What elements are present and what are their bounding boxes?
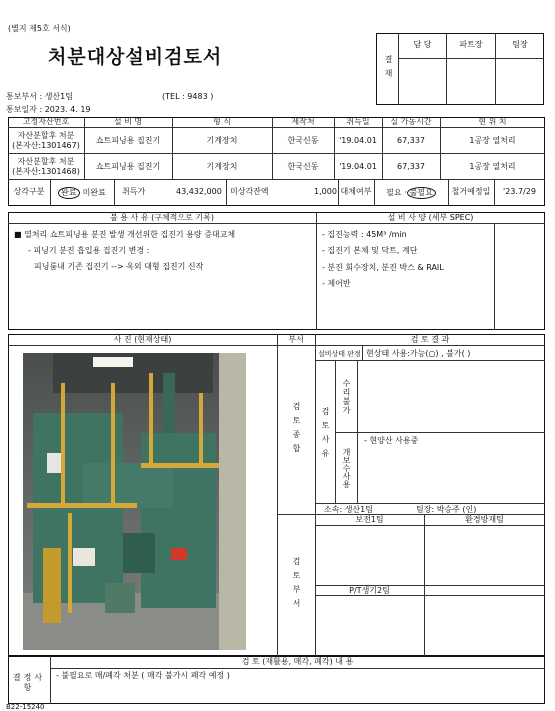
reason-header: 불 용 사 유 (구체적으로 기록)	[110, 213, 214, 222]
replacement-status	[374, 187, 448, 199]
acquisition-cost-label: 취득가	[122, 187, 146, 196]
equipment-photo	[23, 353, 246, 650]
review-result-header: 검 토 결 과	[410, 335, 450, 344]
spec-header: 설 비 사 양 (세부 SPEC)	[387, 213, 474, 222]
removal-date-label: 철거예정일	[451, 187, 491, 196]
asset-row1-name: 쇼트피닝용 집진기	[95, 136, 161, 145]
asset-header-name: 설 비 명	[113, 117, 143, 126]
replacement-label: 대체여부	[340, 187, 372, 196]
asset-header-acquired: 취득일	[346, 117, 370, 126]
depreciation-status	[50, 187, 114, 199]
asset-row2-acquired: '19.04.01	[339, 162, 377, 171]
asset-header-hours: 실 가동시간	[390, 117, 432, 126]
notify-date: 통보일자 : 2023. 4. 19	[6, 105, 91, 114]
asset-row2-type: 기계장치	[206, 162, 238, 171]
reason-line: 피닝룸내 기존 집진기 --> 옥외 대형 집진기 신작	[34, 262, 204, 271]
book-value-label: 미상각잔액	[230, 187, 269, 196]
replacement-selected: 불필요	[407, 187, 436, 199]
approval-col-part: 파트장	[459, 40, 483, 49]
asset-header-location: 현 위 치	[478, 117, 507, 126]
repair-impossible-label: 수리불가	[342, 379, 351, 415]
decision-content: - 불필요로 매/폐각 처분 ( 매각 불가시 폐각 예정 )	[56, 671, 230, 680]
asset-row2-number-note: 자산분할후 처분	[17, 157, 75, 166]
review-affiliation: 소속: 생산1팀	[324, 505, 373, 514]
footer-code: B22-15240	[6, 703, 45, 711]
document-title: 처분대상설비검토서	[48, 46, 223, 68]
decision-label: 결정사항	[12, 673, 46, 692]
book-value: 1,000	[314, 187, 337, 196]
asset-row1-hours: 67,337	[397, 136, 425, 145]
asset-row1-acquired: '19.04.01	[339, 136, 377, 145]
dept-review-environment: 환경방재팀	[465, 515, 504, 524]
asset-row1-number: (본자산:1301467)	[12, 141, 80, 150]
equipment-status-value: 현상태 사용:가능(○) , 불가( )	[366, 349, 471, 358]
spec-line: - 집진기 본체 및 닥트, 계단	[322, 246, 418, 255]
notify-tel: (TEL : 9483 )	[162, 92, 214, 101]
removal-date: '23.7/29	[503, 187, 536, 196]
approval-label: 결재	[384, 55, 393, 83]
review-reason-label: 검토사유	[321, 407, 330, 463]
reuse-value: - 현양산 사용중	[364, 436, 419, 445]
review-summary-label: 검토종합	[292, 402, 301, 458]
asset-header-type: 형 식	[213, 117, 231, 126]
asset-row2-location: 1공장 열처리	[469, 162, 516, 171]
equipment-status-label: 설비상태 판정	[318, 350, 361, 358]
asset-row2-number: (본자산:1301468)	[12, 167, 80, 176]
depreciation-label: 상각구분	[13, 187, 45, 196]
asset-row1-maker: 한국신동	[287, 136, 319, 145]
dept-review-maintenance: 보전1팀	[355, 515, 384, 524]
asset-header-maker: 제작처	[291, 117, 315, 126]
asset-row1-location: 1공장 열처리	[469, 136, 516, 145]
asset-header-number: 고정자산번호	[22, 117, 70, 126]
approval-col-team: 팀장	[512, 40, 528, 49]
acquisition-cost: 43,432,000	[176, 187, 222, 196]
approval-col-charge: 담 당	[413, 40, 432, 49]
spec-line: - 분진 회수장치, 분진 박스 & RAIL	[322, 263, 444, 272]
asset-row1-number-note: 자산분할후 처분	[17, 131, 75, 140]
reason-line: ■ 열처리 쇼트피닝용 분진 발생 개선위한 집진기 용량 증대교체	[14, 230, 236, 239]
photo-header: 사 진 (현재상태)	[113, 335, 172, 344]
asset-row1-type: 기계장치	[206, 136, 238, 145]
dept-review-label: 검토부서	[292, 557, 301, 613]
review-manager: 팀장: 박승주 (인)	[416, 505, 477, 514]
asset-row2-maker: 한국신동	[287, 162, 319, 171]
spec-line: - 집진능력 : 45M³ /min	[322, 230, 407, 239]
notify-dept: 통보부서 : 생산1팀	[6, 92, 73, 101]
reuse-label: 개보수사용	[342, 448, 351, 488]
dept-column-header: 부서	[288, 335, 304, 344]
asset-row2-name: 쇼트피닝용 집진기	[95, 162, 161, 171]
replacement-options: 필요 ·	[386, 188, 407, 197]
spec-line: - 제어반	[322, 279, 351, 288]
form-number: (별지 제5호 서식)	[8, 24, 71, 33]
depreciation-done: 완료	[58, 187, 79, 199]
depreciation-not: 미완료	[82, 188, 106, 197]
reason-line: - 피닝기 분진 흡입용 집진기 변경 :	[28, 246, 150, 255]
dept-review-production: P/T생기2팀	[349, 586, 390, 595]
asset-row2-hours: 67,337	[397, 162, 425, 171]
decision-header: 검 토 (재활용, 매각, 폐각) 내 용	[241, 657, 354, 666]
